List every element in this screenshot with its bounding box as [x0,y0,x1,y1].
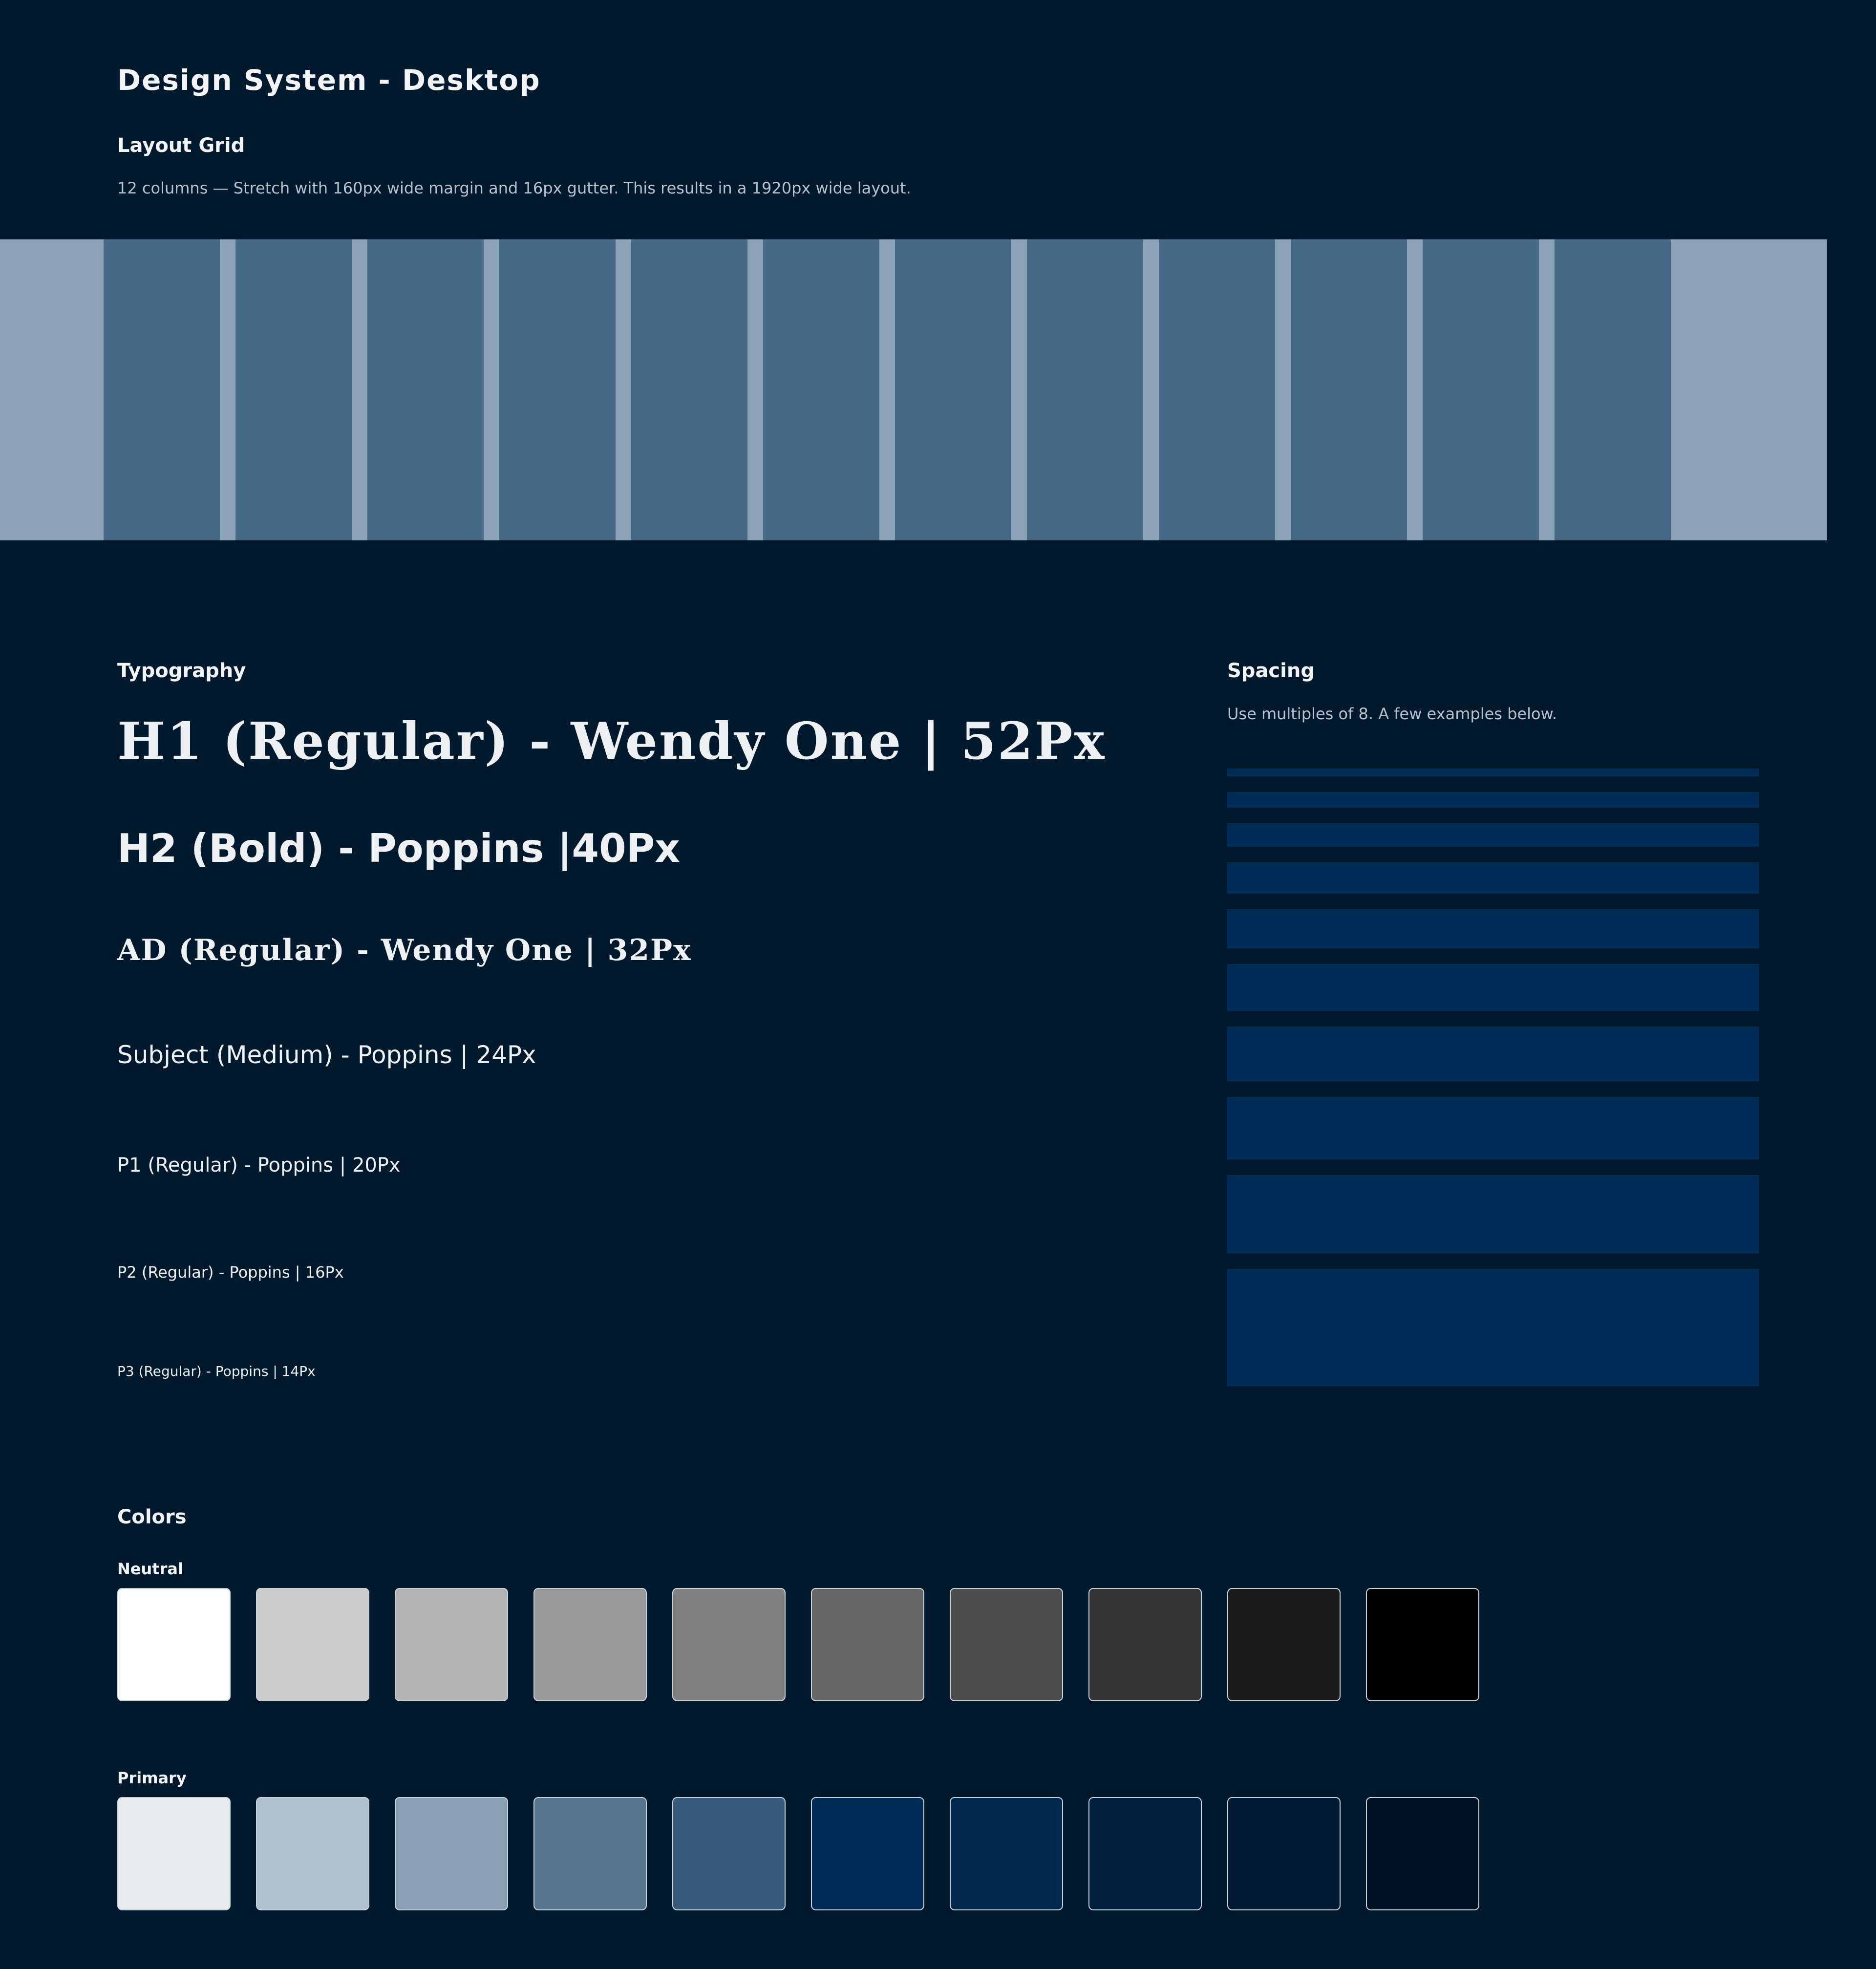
grid-column [763,239,879,540]
h1-sample: H1 (Regular) - Wendy One | 52Px [117,711,1106,771]
p3-sample: P3 (Regular) - Poppins | 14Px [117,1363,316,1379]
typography-heading: Typography [117,660,246,682]
spacing-bar [1227,1027,1759,1081]
spacing-bar [1227,964,1759,1011]
neutral-color-swatch [117,1588,231,1701]
primary-color-swatch [1088,1797,1202,1910]
grid-column [1291,239,1407,540]
page-title: Design System - Desktop [117,64,541,97]
neutral-color-swatch [533,1588,647,1701]
primary-color-swatch [811,1797,924,1910]
grid-column [104,239,220,540]
layout-grid-heading: Layout Grid [117,134,245,157]
neutral-color-swatch [1366,1588,1479,1701]
grid-column [367,239,484,540]
grid-column [1027,239,1143,540]
neutral-label: Neutral [117,1560,183,1578]
neutral-color-swatch [672,1588,786,1701]
spacing-bar [1227,1097,1759,1159]
layout-grid-description: 12 columns — Stretch with 160px wide margin and 16px gutter. This results in a 1920px wide layout. [117,179,911,197]
primary-color-swatch [950,1797,1063,1910]
primary-color-swatch [672,1797,786,1910]
colors-heading: Colors [117,1506,187,1528]
p2-sample: P2 (Regular) - Poppins | 16Px [117,1263,344,1282]
grid-column [1159,239,1275,540]
grid-column [1555,239,1671,540]
primary-color-swatch [117,1797,231,1910]
grid-column [499,239,616,540]
primary-color-swatch [533,1797,647,1910]
neutral-color-swatch [395,1588,508,1701]
spacing-heading: Spacing [1227,660,1315,682]
neutral-color-swatch [1088,1588,1202,1701]
primary-color-swatch [1366,1797,1479,1910]
grid-column [631,239,747,540]
neutral-color-swatch [950,1588,1063,1701]
spacing-bar [1227,1175,1759,1253]
spacing-bar [1227,862,1759,894]
spacing-bar [1227,792,1759,808]
primary-label: Primary [117,1769,187,1787]
spacing-bar [1227,909,1759,948]
spacing-bar [1227,769,1759,776]
layout-grid-visual [0,239,1827,540]
h2-sample: H2 (Bold) - Poppins |40Px [117,826,680,871]
grid-column [235,239,352,540]
primary-color-swatch [395,1797,508,1910]
neutral-color-swatch [1227,1588,1341,1701]
subject-sample: Subject (Medium) - Poppins | 24Px [117,1041,536,1069]
spacing-bar [1227,823,1759,847]
p1-sample: P1 (Regular) - Poppins | 20Px [117,1154,401,1177]
neutral-color-swatch [811,1588,924,1701]
spacing-bar [1227,1269,1759,1386]
ad-sample: AD (Regular) - Wendy One | 32Px [117,933,692,967]
neutral-color-swatch [256,1588,369,1701]
spacing-description: Use multiples of 8. A few examples below. [1227,705,1557,723]
primary-color-swatch [1227,1797,1341,1910]
primary-color-swatch [256,1797,369,1910]
grid-column [1423,239,1539,540]
grid-column [895,239,1011,540]
